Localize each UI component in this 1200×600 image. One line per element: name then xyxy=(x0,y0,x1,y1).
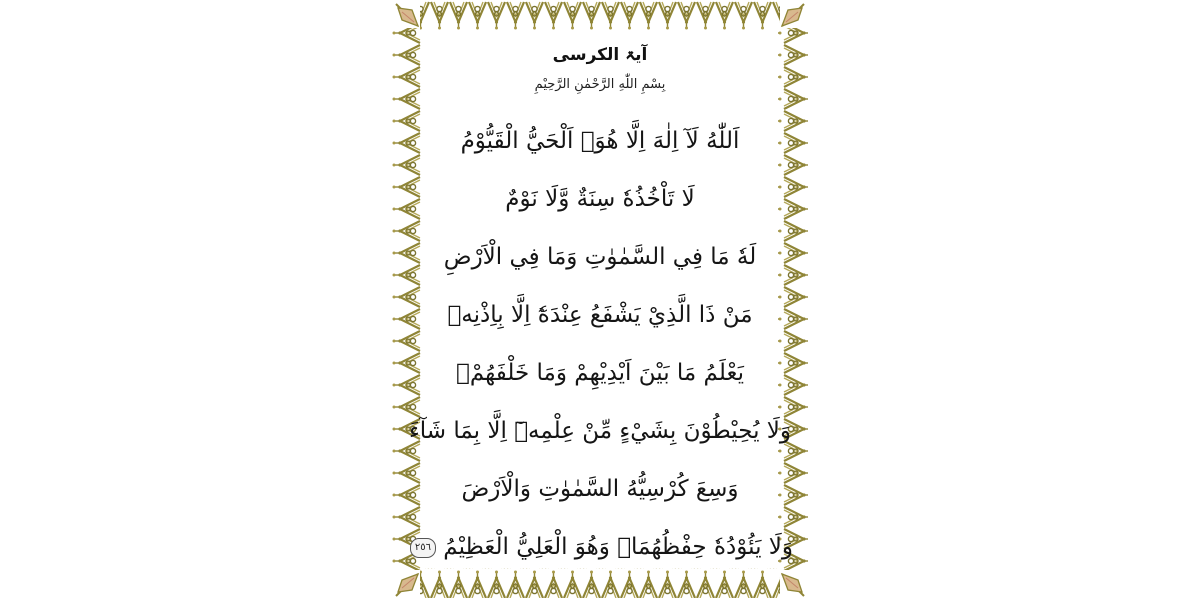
page-title: آیۃ الکرسی xyxy=(552,45,648,65)
verse-line-8 xyxy=(407,518,793,576)
verse-line-4: مَنْ ذَا الَّذِيْ يَشْفَعُ عِنْدَهٗٓ اِلَّا بِاِذْنِهٖ xyxy=(447,302,753,328)
ayah-end-marker-icon: ٢٥٦ xyxy=(410,538,436,558)
corner-ornament-bottom-right xyxy=(782,574,804,596)
verse-line-6: وَلَا يُحِيْطُوْنَ بِشَيْءٍ مِّنْ عِلْمِهٖٓ اِلَّا بِمَا شَآءَ xyxy=(408,418,792,444)
verse-line-2: لَا تَاْخُذُهٗ سِنَةٌ وَّلَا نَوْمٌ xyxy=(505,186,695,212)
verse-line-8-text: وَلَا يَئُوْدُهٗ حِفْظُهُمَاۚ وَهُوَ الْعَلِيُّ الْعَظِيْمُ xyxy=(443,534,794,560)
verse-line-3: لَهٗ مَا فِي السَّمٰوٰتِ وَمَا فِي الْاَرْضِ xyxy=(443,244,757,270)
text-panel xyxy=(408,30,794,568)
verse-line-5: يَعْلَمُ مَا بَيْنَ اَيْدِيْهِمْ وَمَا خَلْفَهُمْۚ xyxy=(456,360,744,386)
corner-ornament-bottom-left xyxy=(396,574,418,596)
bismillah-line: بِسْمِ اللّٰهِ الرَّحْمٰنِ الرَّحِيْمِ xyxy=(534,77,666,92)
corner-ornament-top-right xyxy=(782,4,804,26)
verse-block xyxy=(408,112,794,576)
verse-line-7: وَسِعَ كُرْسِيُّهُ السَّمٰوٰتِ وَالْاَرْضَ xyxy=(461,476,739,502)
document-page xyxy=(392,0,808,600)
corner-ornament-top-left xyxy=(396,4,418,26)
verse-line-1: اَللّٰهُ لَآ اِلٰهَ اِلَّا هُوَۚ اَلْحَيُّ الْقَيُّوْمُ xyxy=(460,128,740,154)
